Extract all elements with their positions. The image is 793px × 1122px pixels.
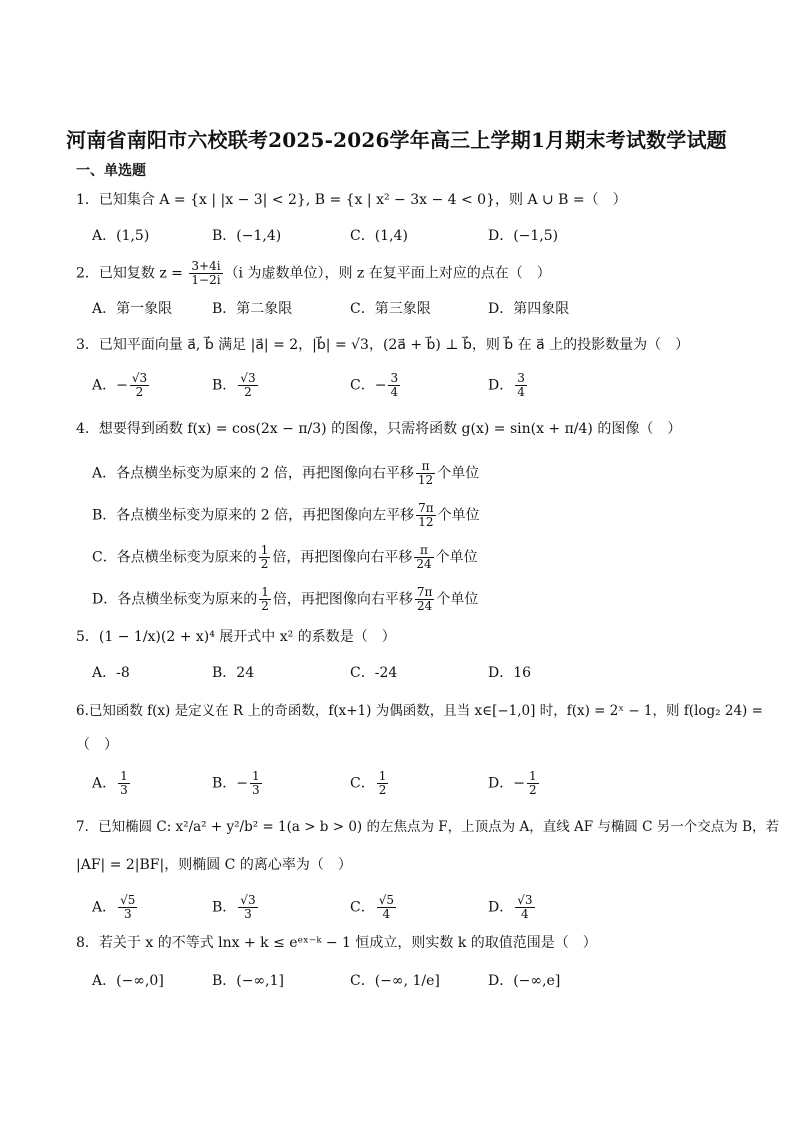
q2-frac-num: 3+4i (191, 259, 221, 273)
question-5-stem: 5．(1 − 1/x)(2 + x)⁴ 展开式中 x² 的系数是（ ） (76, 629, 396, 645)
q5-option-c: C．-24 (350, 665, 398, 681)
q1-option-d: D．(−1,5) (488, 228, 559, 244)
q8-option-c: C．(−∞, 1/e] (350, 973, 440, 989)
q3a-frac (130, 372, 149, 399)
q3c-label: C． (350, 377, 375, 394)
q4a-text: A．各点横坐标变为原来的 2 倍，再把图像向右平移 (92, 465, 414, 482)
q3-option-b (212, 372, 260, 399)
q3d-den: 4 (517, 385, 525, 399)
q7c-den: 4 (382, 907, 391, 921)
question-7-stem: 7．已知椭圆 C: x²/a² + y²/b² = 1(a > b > 0) 的左焦点为 F，上顶点为 A，直线 AF 与椭圆 C 另一个交点为 B，若 (76, 819, 780, 835)
q4d-num: 7π (416, 585, 433, 599)
q7b-frac (238, 894, 257, 921)
q7b-num: √3 (240, 893, 256, 907)
q7c-frac (377, 894, 396, 921)
q4d-half-den: 2 (261, 599, 269, 613)
q4b-num: 7π (418, 501, 434, 515)
q8-option-a: A．(−∞,0] (92, 973, 164, 989)
q6a-label: A． (92, 775, 117, 792)
q3d-frac (515, 372, 527, 399)
q2-option-b: B．第二象限 (212, 301, 293, 317)
q6d-sign: − (513, 775, 525, 792)
q4b-frac (416, 502, 436, 529)
q4c-num: π (414, 544, 433, 558)
question-8-stem: 8．若关于 x 的不等式 lnx + k ≤ eᵉˣ⁻ᵏ − 1 恒成立，则实数 k 的取值范围是（ ） (76, 935, 597, 951)
q3b-num: √3 (240, 371, 256, 385)
q4a-tail: 个单位 (437, 465, 480, 482)
q7a-frac (118, 894, 137, 921)
question-2-stem (76, 260, 551, 287)
q4c-tail: 个单位 (435, 549, 478, 566)
q7-option-d (488, 894, 537, 921)
q4-option-c (92, 544, 478, 571)
q3a-label: A． (92, 377, 117, 394)
q7d-num: √3 (517, 893, 533, 907)
q7-option-c (350, 894, 398, 921)
q4c-half-den: 2 (260, 557, 269, 571)
q2-option-a: A．第一象限 (92, 301, 173, 317)
q3b-frac (238, 372, 257, 399)
q5-option-a: A．-8 (92, 665, 130, 681)
question-6-stem: 6.已知函数 f(x) 是定义在 R 上的奇函数，f(x+1) 为偶函数，且当 x∈[−1,0] 时，f(x) = 2ˣ − 1，则 f(log₂ 24) = (76, 703, 763, 719)
q4c-text2: 倍，再把图像向右平移 (272, 549, 413, 566)
question-4-stem: 4．想要得到函数 f(x) = cos(2x − π/3) 的图像，只需将函数 g(x) = sin(x + π/4) 的图像（ ） (76, 421, 682, 437)
q2-frac-den: 1−2i (191, 273, 221, 287)
q8-option-b: B．(−∞,1] (212, 973, 284, 989)
q7a-num: √5 (120, 893, 136, 907)
q3d-label: D． (488, 377, 514, 394)
q4d-text2: 倍，再把图像向右平移 (272, 591, 413, 608)
q3c-num: 3 (390, 371, 399, 385)
q4c-den: 24 (416, 557, 432, 571)
q6a-den: 3 (120, 783, 128, 797)
q8-option-d: D．(−∞,e] (488, 973, 561, 989)
q7-option-b (212, 894, 260, 921)
q2-fraction (189, 260, 222, 287)
q7c-label: C． (350, 899, 375, 916)
q6b-frac (250, 770, 262, 797)
q4d-half-num: 1 (261, 585, 269, 599)
q3d-num: 3 (517, 371, 525, 385)
q6b-sign: − (236, 775, 249, 792)
q3b-den: 2 (244, 385, 252, 399)
q6b-label: B． (212, 775, 237, 792)
q6-option-a (92, 770, 132, 797)
question-7-stem-cont: |AF| = 2|BF|，则椭圆 C 的离心率为（ ） (76, 857, 352, 873)
q3a-den: 2 (135, 385, 144, 399)
q2-stem-b: （i 为虚数单位），则 z 在复平面上对应的点在（ ） (224, 265, 551, 282)
q3b-label: B． (212, 377, 237, 394)
q3c-den: 4 (390, 385, 399, 399)
q6d-frac (527, 770, 539, 797)
section-heading: 一、单选题 (76, 163, 146, 179)
q4d-half (259, 586, 271, 613)
q4d-den: 24 (417, 599, 433, 613)
q7b-label: B． (212, 899, 237, 916)
q4c-frac (414, 544, 433, 571)
q4-option-d (92, 586, 478, 613)
q7-option-a (92, 894, 139, 921)
q4b-den: 12 (418, 515, 434, 529)
question-1-stem: 1．已知集合 A = {x | |x − 3| < 2}, B = {x | x² − 3x − 4 < 0}，则 A ∪ B =（ ） (76, 192, 627, 208)
q4d-frac (415, 586, 435, 613)
q6c-den: 2 (378, 783, 387, 797)
q3-option-a (92, 372, 151, 399)
q3a-num: √3 (131, 371, 148, 385)
q1-option-c: C．(1,4) (350, 228, 408, 244)
q1-option-a: A．(1,5) (92, 228, 150, 244)
q4d-tail: 个单位 (436, 591, 479, 608)
q7a-den: 3 (123, 907, 132, 921)
q1-option-b: B．(−1,4) (212, 228, 282, 244)
q4c-half-num: 1 (260, 543, 269, 557)
question-3-stem: 3．已知平面向量 a⃗, b⃗ 满足 |a⃗| = 2，|b⃗| = √3，(2a⃗ + b⃗) ⊥ b⃗，则 b⃗ 在 a⃗ 上的投影数量为（ ） (76, 337, 690, 353)
q7d-den: 4 (521, 907, 529, 921)
q6-option-b (212, 770, 264, 797)
q4b-tail: 个单位 (437, 507, 480, 524)
q6d-den: 2 (528, 783, 537, 797)
q4-option-a (92, 460, 479, 487)
q6a-num: 1 (120, 769, 128, 783)
q2-stem-a: 2．已知复数 z = (76, 265, 188, 282)
q6-option-d (488, 770, 541, 797)
q4-option-b (92, 502, 480, 529)
page-title: 河南省南阳市六校联考2025-2026学年高三上学期1月期末考试数学试题 (66, 128, 727, 152)
q4d-text: D．各点横坐标变为原来的 (92, 591, 258, 608)
q5-option-b: B．24 (212, 665, 255, 681)
q7d-frac (515, 894, 534, 921)
q2-option-d: D．第四象限 (488, 301, 570, 317)
q7b-den: 3 (244, 907, 252, 921)
q3a-sign: − (116, 377, 128, 394)
q3-option-d (488, 372, 529, 399)
q6a-frac (118, 770, 130, 797)
q4c-text: C．各点横坐标变为原来的 (92, 549, 257, 566)
q6b-num: 1 (252, 769, 260, 783)
q7c-num: √5 (378, 893, 394, 907)
q2-option-c: C．第三象限 (350, 301, 431, 317)
q4a-frac (416, 460, 435, 487)
q5-option-d: D．16 (488, 665, 532, 681)
q3c-frac (388, 372, 400, 399)
q4a-num: π (416, 460, 435, 474)
q6d-label: D． (488, 775, 514, 792)
q6c-label: C． (350, 775, 375, 792)
q4a-den: 12 (417, 473, 434, 487)
q4c-half (259, 544, 271, 571)
q4b-text: B．各点横坐标变为原来的 2 倍，再把图像向左平移 (92, 507, 415, 524)
q6b-den: 3 (252, 783, 260, 797)
q6c-frac (377, 770, 389, 797)
q7d-label: D． (488, 899, 514, 916)
q6d-num: 1 (528, 769, 537, 783)
q6c-num: 1 (378, 769, 387, 783)
q6-option-c (350, 770, 390, 797)
q3-option-c (350, 372, 402, 399)
q3c-sign: − (374, 377, 387, 394)
q7a-label: A． (92, 899, 117, 916)
question-6-stem-cont: （ ） (76, 737, 118, 753)
